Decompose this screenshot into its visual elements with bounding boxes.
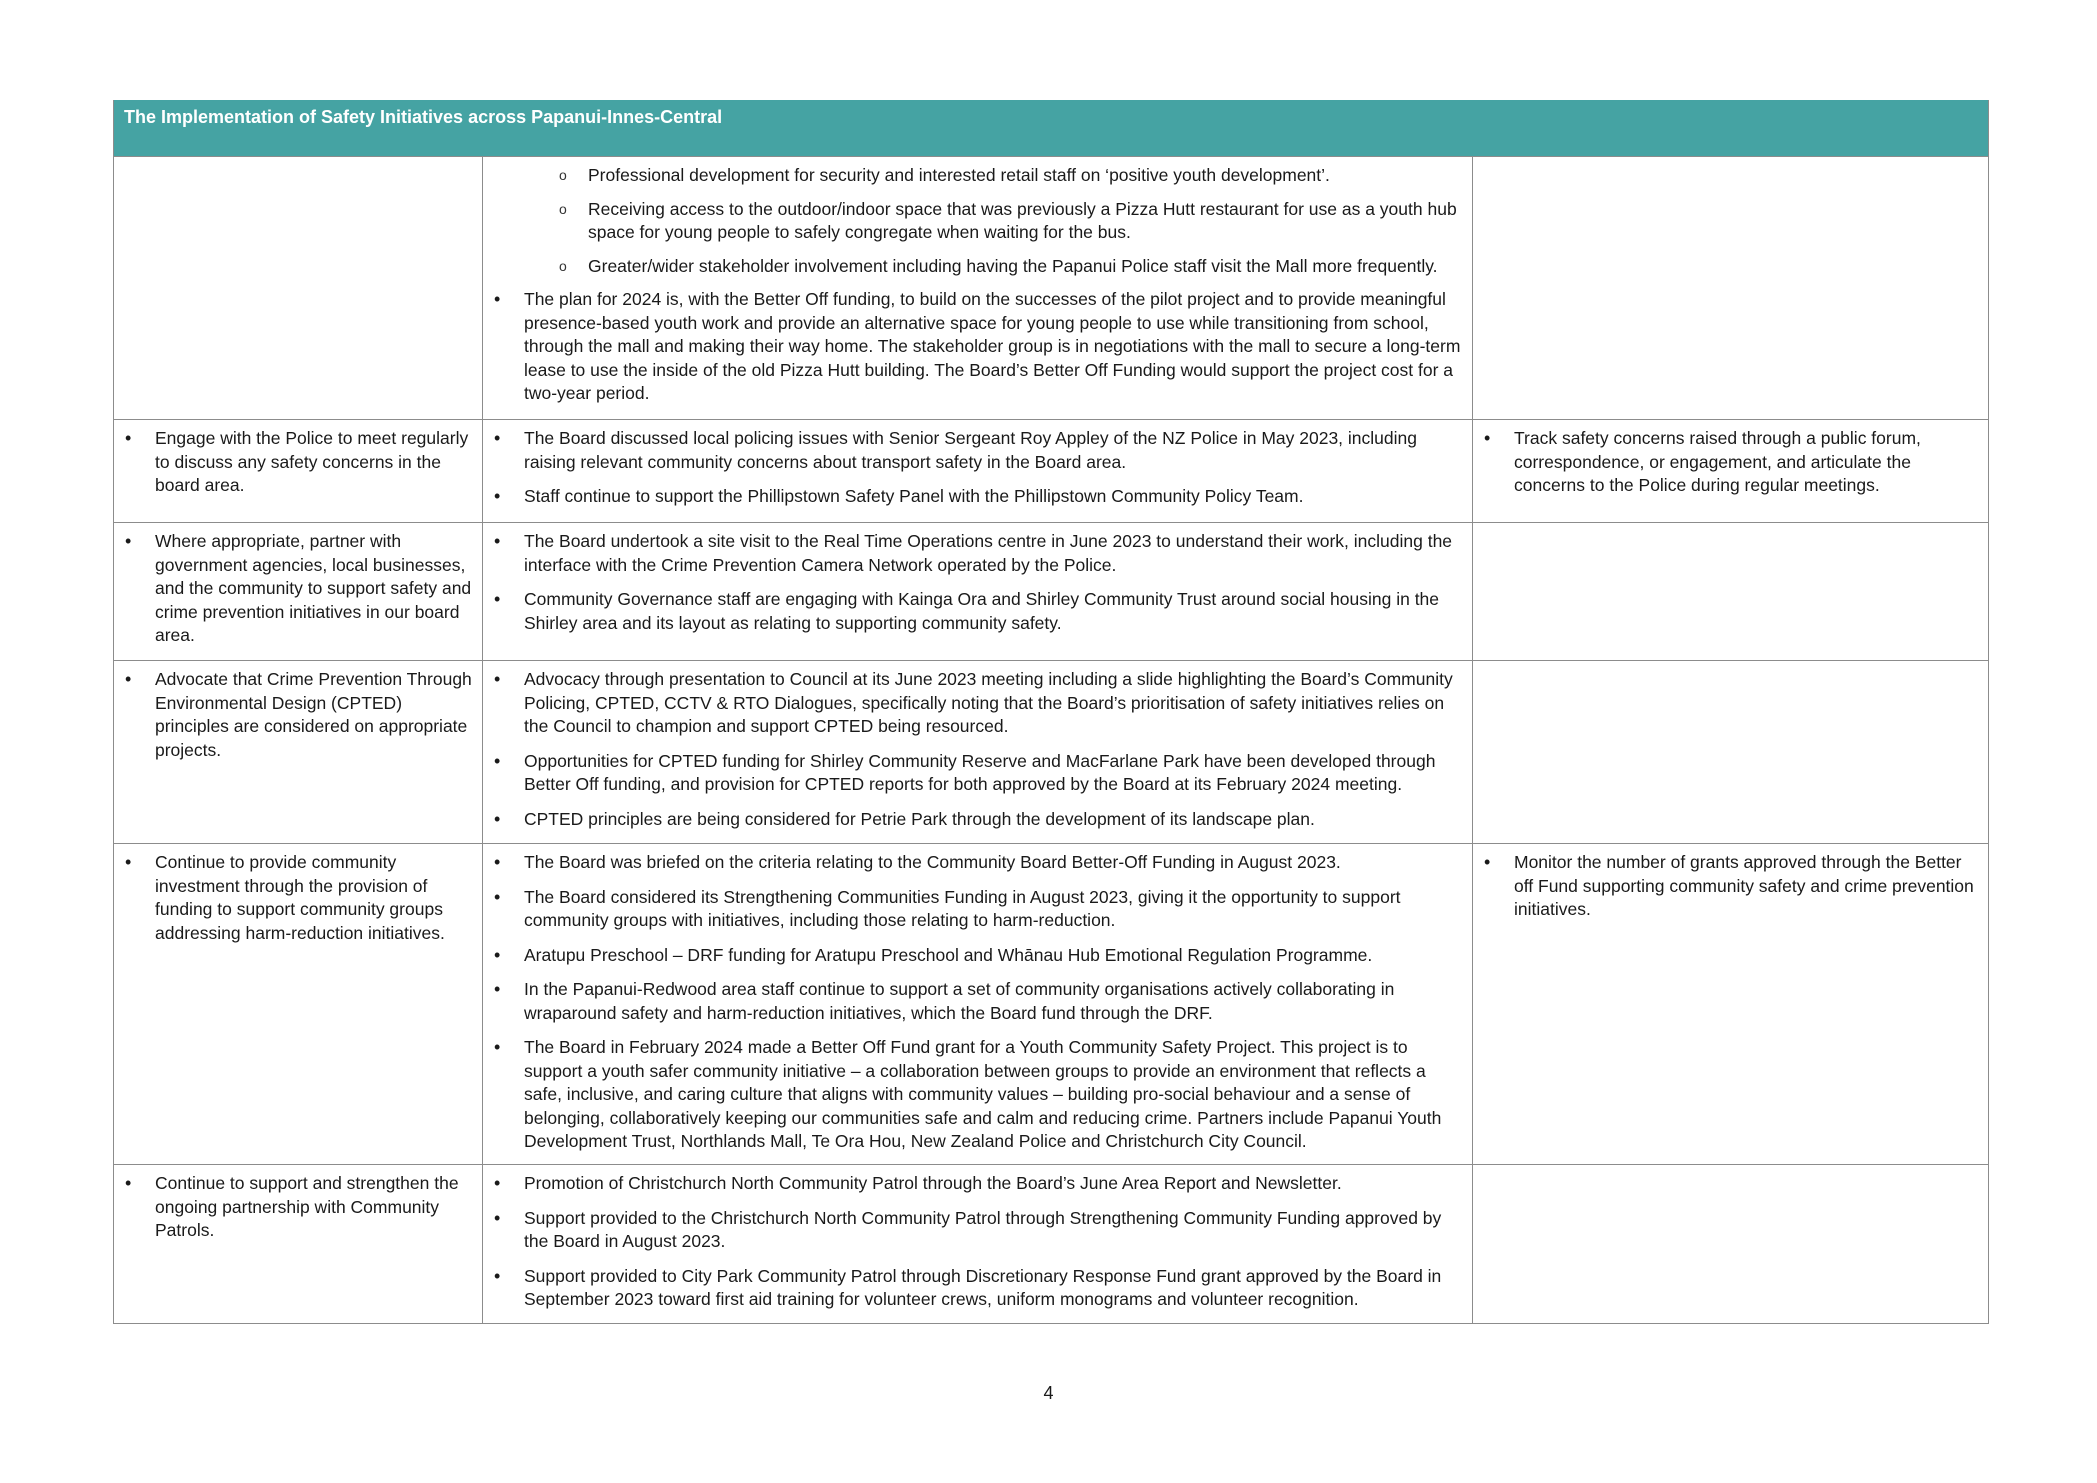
- table-row: [114, 419, 1988, 522]
- bullet-list: [122, 851, 474, 945]
- measure-cell: [1473, 420, 1988, 522]
- objective-cell: [114, 420, 483, 522]
- bullet-list: [491, 164, 1464, 406]
- progress-item: • Support provided to the Christchurch North Community Patrol through Strengthening Community Funding approved by the Board in August 2023.: [491, 1207, 1464, 1254]
- progress-item: • Promotion of Christchurch North Community Patrol through the Board’s June Area Report and Newsletter.: [491, 1172, 1464, 1196]
- progress-item: • Community Governance staff are engaging with Kainga Ora and Shirley Community Trust around social housing in the Shirley area and its layout as relating to supporting community safety.: [491, 588, 1464, 635]
- progress-item: • Support provided to City Park Community Patrol through Discretionary Response Fund grant approved by the Board in September 2023 toward first aid training for volunteer crews, uniform monograms and volunteer recognition.: [491, 1265, 1464, 1312]
- progress-cell: [483, 844, 1473, 1164]
- table-row: [114, 157, 1988, 419]
- progress-item: • The Board was briefed on the criteria relating to the Community Board Better-Off Funding in August 2023.: [491, 851, 1464, 875]
- progress-item: • The plan for 2024 is, with the Better Off funding, to build on the successes of the pilot project and to provide meaningful presence-based youth work and provide an alternative space for young people to use while transitioning from school, through the mall and making their way home. The stakeholder group is in negotiations with the mall to secure a long-term lease to use the inside of the old Pizza Hutt building. The Board’s Better Off Funding would support the project cost for a two-year period.: [491, 288, 1464, 406]
- table-header: The Implementation of Safety Initiatives across Papanui-Innes-Central: [114, 100, 1988, 157]
- bullet-list: [122, 1172, 474, 1243]
- objective-item: • Continue to support and strengthen the ongoing partnership with Community Patrols.: [122, 1172, 474, 1243]
- progress-item: • Aratupu Preschool – DRF funding for Aratupu Preschool and Whānau Hub Emotional Regulation Programme.: [491, 944, 1464, 968]
- measure-item: • Monitor the number of grants approved through the Better off Fund supporting community safety and crime prevention initiatives.: [1481, 851, 1980, 922]
- measure-cell: [1473, 1165, 1988, 1323]
- progress-sub-item: o Greater/wider stakeholder involvement including having the Papanui Police staff visit the Mall more frequently.: [491, 255, 1464, 279]
- progress-item: • In the Papanui-Redwood area staff continue to support a set of community organisations actively collaborating in wraparound safety and harm-reduction initiatives, which the Board fund through the DRF.: [491, 978, 1464, 1025]
- bullet-list: [122, 530, 474, 648]
- progress-item: • Staff continue to support the Phillipstown Safety Panel with the Phillipstown Community Policy Team.: [491, 485, 1464, 509]
- safety-initiatives-table: [113, 100, 1989, 1324]
- objective-cell: [114, 844, 483, 1164]
- objective-item: • Engage with the Police to meet regularly to discuss any safety concerns in the board area.: [122, 427, 474, 498]
- progress-cell: [483, 157, 1473, 419]
- progress-item: • The Board considered its Strengthening Communities Funding in August 2023, giving it the opportunity to support community groups with initiatives, including those relating to harm-reduction.: [491, 886, 1464, 933]
- measure-cell: [1473, 157, 1988, 419]
- measure-cell: [1473, 523, 1988, 660]
- bullet-list: [491, 851, 1464, 1154]
- table-row: [114, 660, 1988, 843]
- progress-item: • The Board undertook a site visit to the Real Time Operations centre in June 2023 to understand their work, including the interface with the Crime Prevention Camera Network operated by the Police.: [491, 530, 1464, 577]
- bullet-list: [122, 427, 474, 498]
- progress-item: • Opportunities for CPTED funding for Shirley Community Reserve and MacFarlane Park have been developed through Better Off funding, and provision for CPTED reports for both approved by the Board at its February 2024 meeting.: [491, 750, 1464, 797]
- objective-cell: [114, 157, 483, 419]
- bullet-list: [491, 427, 1464, 509]
- measure-item: • Track safety concerns raised through a public forum, correspondence, or engagement, and articulate the concerns to the Police during regular meetings.: [1481, 427, 1980, 498]
- objective-item: • Continue to provide community investment through the provision of funding to support community groups addressing harm-reduction initiatives.: [122, 851, 474, 945]
- objective-cell: [114, 1165, 483, 1323]
- progress-item: • The Board discussed local policing issues with Senior Sergeant Roy Appley of the NZ Police in May 2023, including raising relevant community concerns about transport safety in the Board area.: [491, 427, 1464, 474]
- measure-cell: [1473, 661, 1988, 843]
- objective-cell: [114, 661, 483, 843]
- progress-item: • CPTED principles are being considered for Petrie Park through the development of its landscape plan.: [491, 808, 1464, 832]
- table-row: [114, 522, 1988, 660]
- progress-sub-item: o Receiving access to the outdoor/indoor space that was previously a Pizza Hutt restaurant for use as a youth hub space for young people to safely congregate when waiting for the bus.: [491, 198, 1464, 245]
- page-number: 4: [1043, 1383, 1054, 1403]
- table-row: [114, 1164, 1988, 1323]
- progress-sub-item: o Professional development for security and interested retail staff on ‘positive youth development’.: [491, 164, 1464, 188]
- bullet-list: [491, 668, 1464, 831]
- bullet-list: [491, 530, 1464, 635]
- objective-cell: [114, 523, 483, 660]
- bullet-list: [491, 1172, 1464, 1312]
- progress-item: • Advocacy through presentation to Council at its June 2023 meeting including a slide highlighting the Board’s Community Policing, CPTED, CCTV & RTO Dialogues, specifically noting that the Board’s prioritisation of safety initiatives relies on the Council to champion and support CPTED being resourced.: [491, 668, 1464, 739]
- progress-item: • The Board in February 2024 made a Better Off Fund grant for a Youth Community Safety Project. This project is to support a youth safer community initiative – a collaboration between groups to provide an environment that reflects a safe, inclusive, and caring culture that aligns with community values – building pro-social behaviour and a sense of belonging, collaboratively keeping our communities safe and calm and reducing crime. Partners include Papanui Youth Development Trust, Northlands Mall, Te Ora Hou, New Zealand Police and Christchurch City Council.: [491, 1036, 1464, 1154]
- bullet-list: [1481, 427, 1980, 498]
- progress-cell: [483, 523, 1473, 660]
- bullet-list: [122, 668, 474, 762]
- table-row: [114, 843, 1988, 1164]
- objective-item: • Where appropriate, partner with government agencies, local businesses, and the community to support safety and crime prevention initiatives in our board area.: [122, 530, 474, 648]
- objective-item: • Advocate that Crime Prevention Through Environmental Design (CPTED) principles are considered on appropriate projects.: [122, 668, 474, 762]
- progress-cell: [483, 420, 1473, 522]
- bullet-list: [1481, 851, 1980, 922]
- measure-cell: [1473, 844, 1988, 1164]
- progress-cell: [483, 661, 1473, 843]
- progress-cell: [483, 1165, 1473, 1323]
- table-body: [114, 157, 1988, 1323]
